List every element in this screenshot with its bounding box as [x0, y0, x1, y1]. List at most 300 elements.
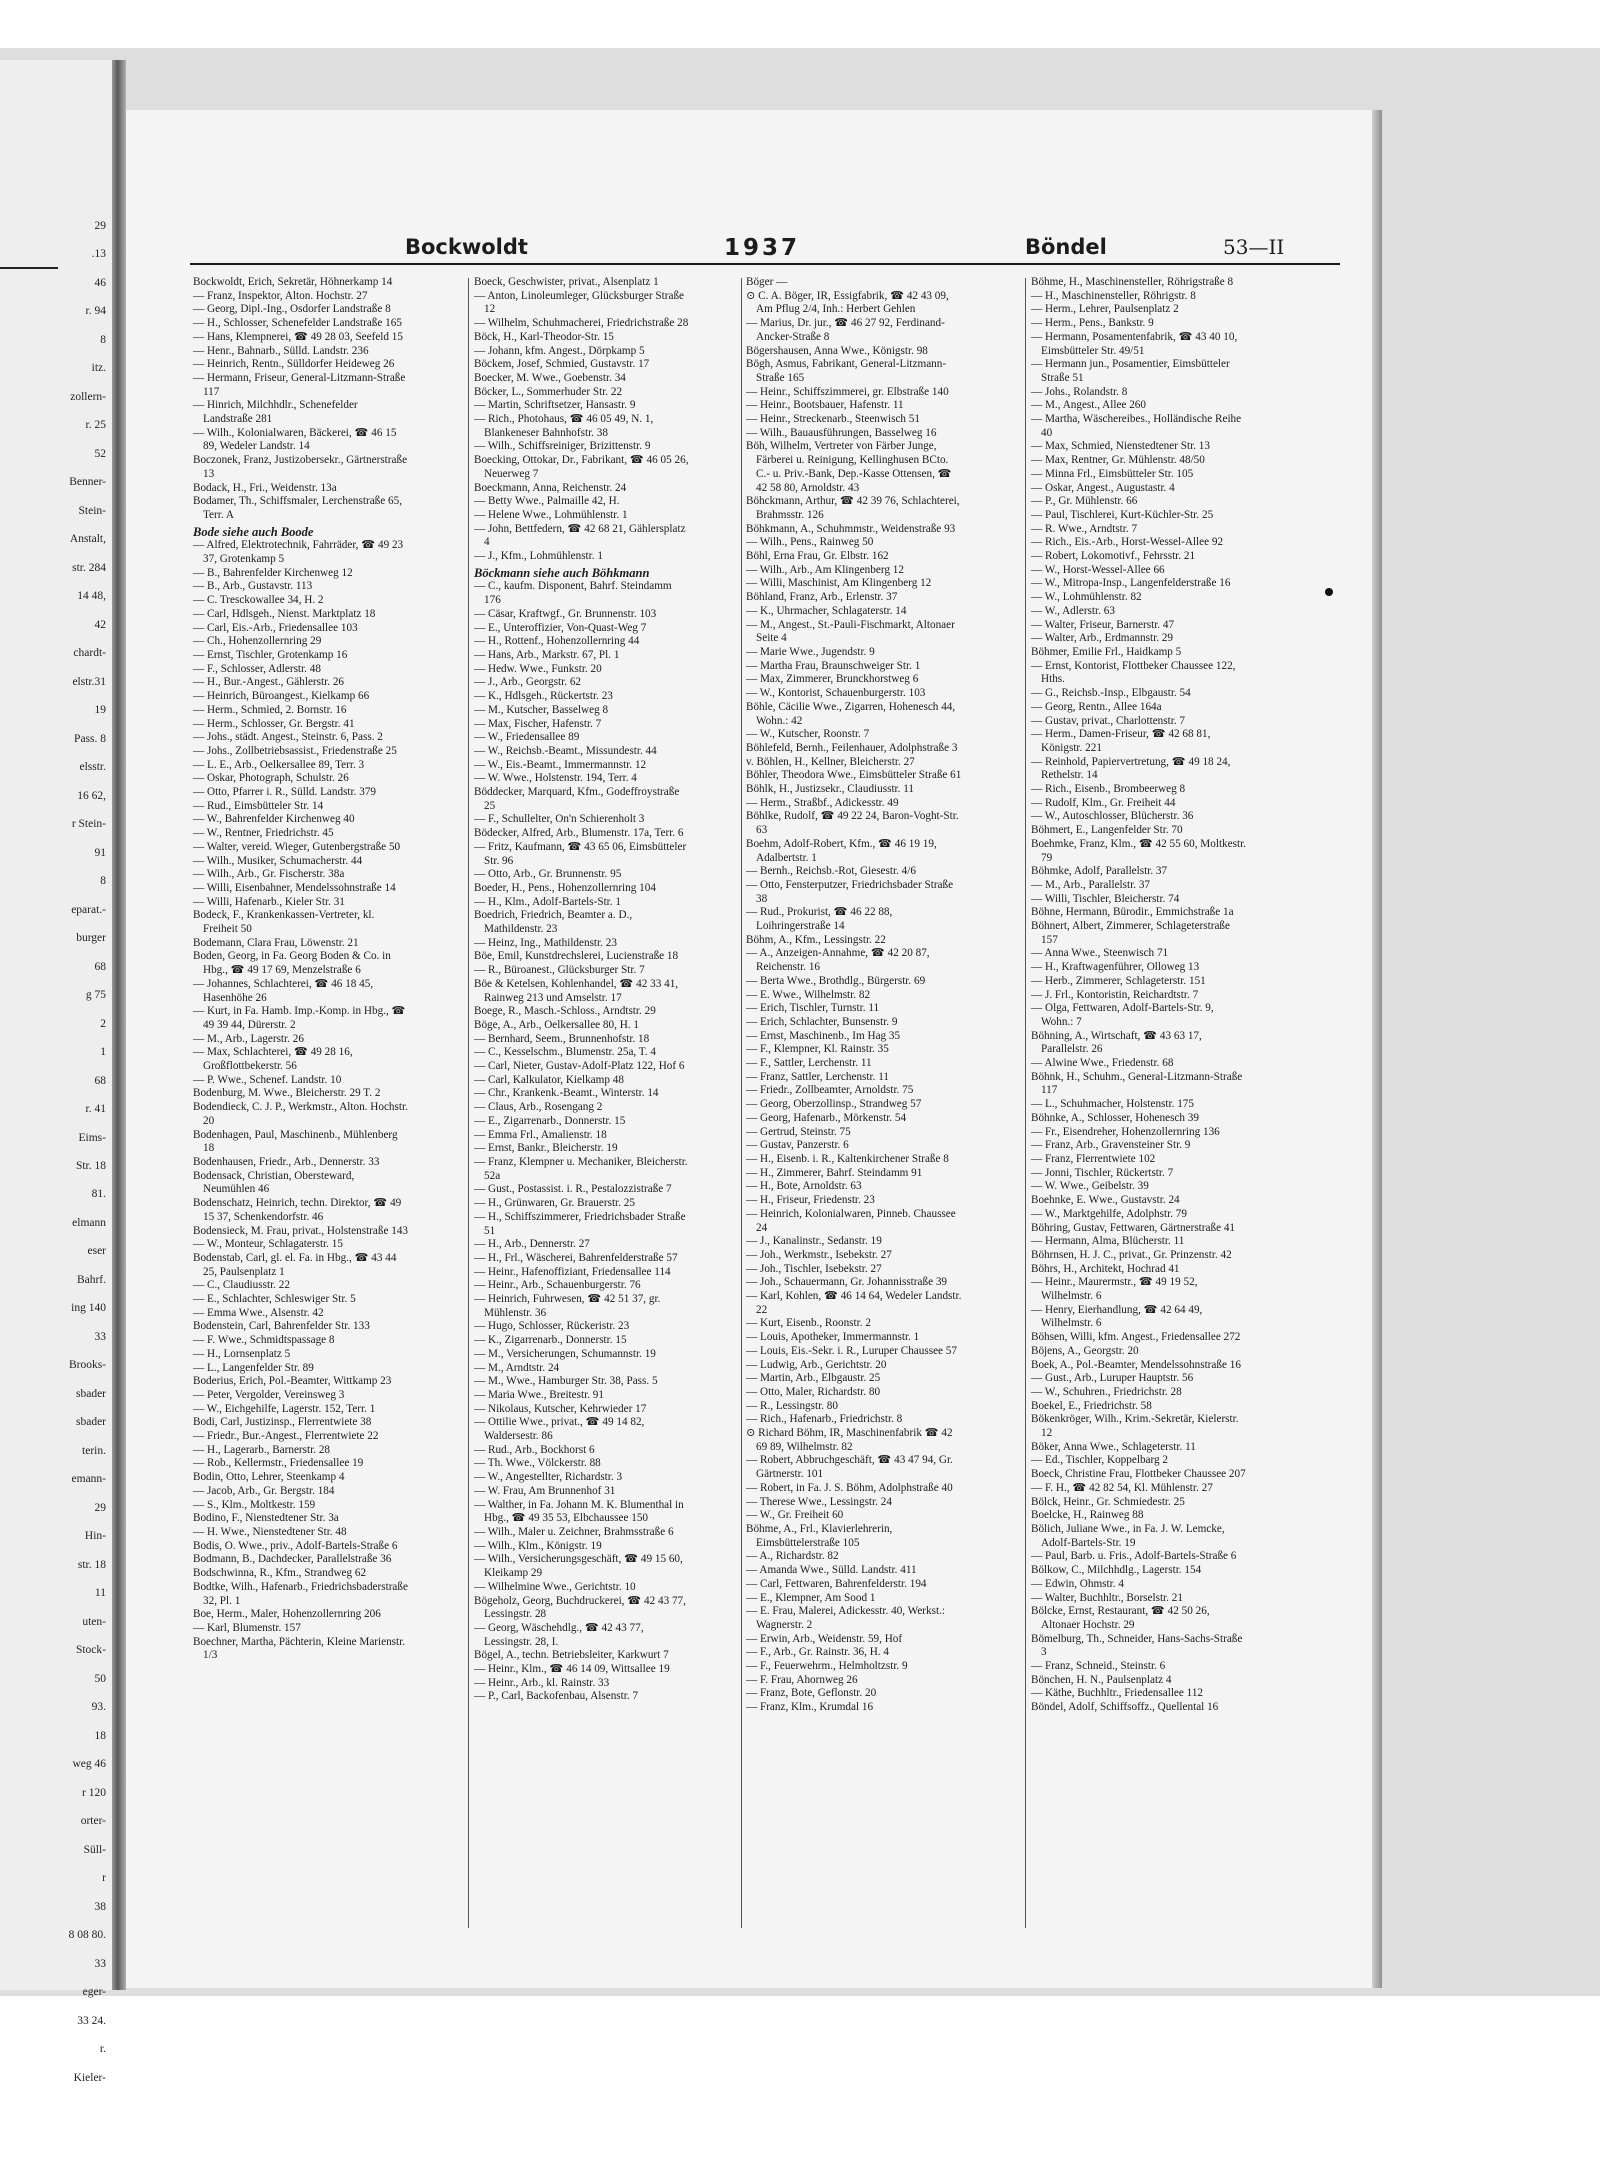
directory-entry: Böhmer, Emilie Frl., Haidkamp 5 [1031, 645, 1182, 658]
left-page-fragment: 11 [94, 1587, 106, 1600]
directory-entry: Bodenburg, M. Wwe., Bleicherstr. 29 T. 2 [193, 1087, 381, 1100]
left-page-fragment: Brooks- [68, 1359, 106, 1372]
left-page-fragment: elsstr. [79, 761, 106, 774]
directory-entry: Boecker, M. Wwe., Goebenstr. 34 [474, 371, 626, 384]
directory-entry: — Minna Frl., Eimsbütteler Str. 105 [1031, 467, 1194, 480]
directory-entry: Böge, A., Arb., Oelkersallee 80, H. 1 [474, 1018, 639, 1031]
left-page-fragment: r. 25 [85, 419, 106, 432]
left-page-fragment: 8 [100, 333, 106, 346]
directory-entry: — H., Friseur, Friedenstr. 23 [746, 1194, 875, 1207]
book-spine [112, 60, 126, 1990]
directory-entry: — W., Lohmühlenstr. 82 [1031, 591, 1142, 604]
directory-entry: — W. Wwe., Geibelstr. 39 [1031, 1180, 1149, 1193]
directory-entry: — C., Claudiusstr. 22 [193, 1279, 290, 1292]
directory-entry: — Johs., städt. Angest., Steinstr. 6, Pass. 2 [193, 731, 383, 744]
left-page-fragment: 93. [91, 1701, 106, 1714]
directory-entry: — H., Schiffszimmerer, Friedrichsbader Straße 51 [474, 1210, 686, 1237]
directory-entry: Boehnke, E. Wwe., Gustavstr. 24 [1031, 1194, 1180, 1207]
directory-entry: — Heinr., Hafenoffiziant, Friedensallee 114 [474, 1265, 671, 1278]
directory-entry: — J., Kfm., Lohmühlenstr. 1 [474, 550, 603, 563]
left-page-fragment: g 75 [85, 989, 106, 1002]
directory-entry: — Willi, Maschinist, Am Klingenberg 12 [746, 577, 932, 590]
directory-entry: Böckem, Josef, Schmied, Gustavstr. 17 [474, 358, 650, 371]
directory-entry: — Henry, Eierhandlung, ☎ 42 64 49, Wilhelmstr. 6 [1031, 1303, 1203, 1330]
directory-entry: — Hermann, Alma, Blücherstr. 11 [1031, 1235, 1185, 1248]
left-page-fragment: 38 [94, 1900, 106, 1913]
directory-entry: — Franz, Klm., Krumdal 16 [746, 1701, 874, 1714]
directory-entry: — F., Klempner, Kl. Rainstr. 35 [746, 1043, 889, 1056]
left-page-fragment: eger- [82, 1986, 106, 1999]
directory-entry: — Otto, Arb., Gr. Brunnenstr. 95 [474, 868, 622, 881]
directory-entry: — Erwin, Arb., Weidenstr. 59, Hof [746, 1632, 903, 1645]
directory-entry: Boeder, H., Pens., Hohenzollernring 104 [474, 881, 656, 894]
directory-entry: Böhrnsen, H. J. C., privat., Gr. Prinzenstr. 42 [1031, 1248, 1232, 1261]
left-page-fragment: 68 [94, 1074, 106, 1087]
directory-entry: Böhlefeld, Bernh., Feilenhauer, Adolphstraße 3 [746, 741, 958, 754]
directory-entry: Böcker, L., Sommerhuder Str. 22 [474, 385, 623, 398]
directory-entry: — Ernst, Tischler, Grotenkamp 16 [193, 648, 348, 661]
directory-entry: Bölck, Heinr., Gr. Schmiedestr. 25 [1031, 1495, 1185, 1508]
directory-entry: — Johs., Zollbetriebsassist., Friedenstraße 25 [193, 744, 397, 757]
directory-entry: — Anton, Linoleumleger, Glücksburger Straße 12 [474, 289, 684, 316]
directory-entry: — Heinr., Maurermstr., ☎ 49 19 52, Wilhelmstr. 6 [1031, 1276, 1198, 1303]
directory-entry: Boeckmann, Anna, Reichenstr. 24 [474, 481, 627, 494]
directory-entry: — Wilh., Klm., Königstr. 19 [474, 1539, 602, 1552]
left-page-fragment: 50 [94, 1672, 106, 1685]
directory-entry: — Oskar, Angest., Augustastr. 4 [1031, 481, 1175, 494]
directory-entry: — Heinr., Schiffszimmerei, gr. Elbstraße 140 [746, 385, 949, 398]
directory-entry: — Franz, Inspektor, Alton. Hochstr. 27 [193, 289, 368, 302]
directory-entry: — Hedw. Wwe., Funkstr. 20 [474, 662, 602, 675]
directory-entry: — H., Grünwaren, Gr. Brauerstr. 25 [474, 1197, 635, 1210]
directory-entry: — Heinr., Arb., Schauenburgerstr. 76 [474, 1279, 641, 1292]
directory-entry: Boderius, Erich, Pol.-Beamter, Wittkamp 23 [193, 1375, 392, 1388]
left-page-fragment: 42 [94, 618, 106, 631]
header-year: 1937 [724, 235, 801, 261]
page-right-edge [1372, 110, 1382, 1988]
directory-entry: — Gust., Arb., Luruper Hauptstr. 56 [1031, 1372, 1194, 1385]
directory-entry: — W., Rentner, Friedrichstr. 45 [193, 827, 334, 840]
left-page-fragment: Süll- [83, 1843, 106, 1856]
directory-entry: — Robert, Abbruchgeschäft, ☎ 43 47 94, Gr. Gärtnerstr. 101 [746, 1454, 953, 1481]
left-page-fragment: sbader [75, 1416, 106, 1429]
directory-entry: — Alwine Wwe., Friedenstr. 68 [1031, 1057, 1174, 1070]
directory-entry: — J., Arb., Georgstr. 62 [474, 676, 582, 689]
directory-entry: — Wilh., Arb., Gr. Fischerstr. 38a [193, 868, 345, 881]
directory-entry: — Carl, Kalkulator, Kielkamp 48 [474, 1073, 624, 1086]
left-page-edge [0, 60, 112, 2084]
directory-entry: — H., Bote, Arnoldstr. 63 [746, 1180, 862, 1193]
directory-entry: Böe, Emil, Kunstdrechslerei, Lucienstraße 18 [474, 950, 679, 963]
directory-entry: — Georg, Dipl.-Ing., Osdorfer Landstraße 8 [193, 303, 391, 316]
directory-entry: — Heinr., Arb., kl. Rainstr. 33 [474, 1676, 610, 1689]
directory-entry: Boelcke, H., Rainweg 88 [1031, 1509, 1144, 1522]
directory-entry: — Fritz, Kaufmann, ☎ 43 65 06, Eimsbütteler Str. 96 [474, 840, 687, 867]
directory-entry: — W., Bahrenfelder Kirchenweg 40 [193, 813, 355, 826]
directory-entry: Böhring, Gustav, Fettwaren, Gärtnerstraße 41 [1031, 1221, 1236, 1234]
directory-entry: — Reinhold, Papiervertretung, ☎ 49 18 24, Rethelstr. 14 [1031, 755, 1231, 782]
directory-entry: — Peter, Vergolder, Vereinsweg 3 [193, 1388, 345, 1401]
directory-entry: — Herm., Schmied, 2. Bornstr. 16 [193, 703, 347, 716]
directory-entry: — Willi, Eisenbahner, Mendelssohnstraße 14 [193, 881, 396, 894]
directory-entry: — Hugo, Schlosser, Rückeristr. 23 [474, 1320, 630, 1333]
directory-entry: — Marius, Dr. jur., ☎ 46 27 92, Ferdinand-Ancker-Straße 8 [746, 317, 945, 343]
directory-entry: — Carl, Fettwaren, Bahrenfelderstr. 194 [746, 1577, 927, 1590]
directory-entry: Böckmann siehe auch Böhkmann [474, 565, 650, 580]
directory-entry: — H. Wwe., Nienstedtener Str. 48 [193, 1525, 347, 1538]
directory-entry: Bögel, A., techn. Betriebsleiter, Karkwurt 7 [474, 1649, 669, 1662]
directory-entry: Böhlke, Rudolf, ☎ 49 22 24, Baron-Voght-Str. 63 [746, 810, 959, 837]
directory-entry: — M., Wwe., Hamburger Str. 38, Pass. 5 [474, 1375, 658, 1388]
directory-entry: — Kurt, Eisenb., Roonstr. 2 [746, 1317, 871, 1330]
left-page-fragment: 16 62, [77, 789, 106, 802]
directory-entry: — F., Arb., Gr. Rainstr. 36, H. 4 [746, 1646, 889, 1659]
left-page-fragment: Anstalt, [69, 533, 106, 546]
directory-entry: — Heinrich, Kolonialwaren, Pinneb. Chaussee 24 [746, 1207, 956, 1234]
directory-entry: — Willi, Tischler, Bleicherstr. 74 [1031, 892, 1180, 905]
directory-entry: Bodenstein, Carl, Bahrenfelder Str. 133 [193, 1320, 370, 1333]
directory-entry: Boehmke, Franz, Klm., ☎ 42 55 60, Moltkestr. 79 [1031, 837, 1246, 864]
directory-entry: — M., Versicherungen, Schumannstr. 19 [474, 1347, 656, 1360]
directory-entry: — Otto, Pfarrer i. R., Sülld. Landstr. 379 [193, 786, 377, 799]
directory-entry: — Heinr., Klm., ☎ 46 14 09, Wittsallee 19 [474, 1663, 670, 1676]
directory-entry: — H., Eisenb. i. R., Kaltenkirchener Straße 8 [746, 1153, 949, 1165]
directory-entry: — Ch., Hohenzollernring 29 [193, 635, 322, 648]
directory-entry: — Paul, Tischlerei, Kurt-Küchler-Str. 25 [1031, 508, 1214, 521]
directory-entry: — Herm., Damen-Friseur, ☎ 42 68 81, Königstr. 221 [1031, 728, 1211, 754]
directory-entry: — Rich., Eisenb., Brombeerweg 8 [1031, 783, 1186, 796]
left-page-fragment: 33 [94, 1957, 106, 1970]
directory-entry: — F., Schullelter, On'n Schierenholt 3 [474, 813, 645, 826]
left-page-fragment: Pass. 8 [74, 732, 106, 745]
left-page-fragment: 81. [91, 1188, 106, 1201]
directory-entry: — W., Kutscher, Roonstr. 7 [746, 728, 870, 741]
directory-entry: — M., Arb., Lagerstr. 26 [193, 1032, 304, 1045]
directory-entry: — Wilhelmine Wwe., Gerichtstr. 10 [474, 1580, 636, 1593]
directory-entry: — Franz, Bote, Geflonstr. 20 [746, 1687, 877, 1700]
left-page-fragment: r. 94 [85, 305, 106, 318]
directory-entry: — M., Angest., Allee 260 [1031, 399, 1146, 412]
directory-entry: — A., Richardstr. 82 [746, 1550, 839, 1563]
directory-entry: — H., Schlosser, Schenefelder Landstraße 165 [193, 317, 402, 330]
directory-entry: — Th. Wwe., Völckerstr. 88 [474, 1457, 601, 1470]
directory-entry: — Franz, Klempner u. Mechaniker, Bleicherstr. 52a [474, 1156, 688, 1182]
directory-entry: — Herb., Zimmerer, Schlageterstr. 151 [1031, 974, 1206, 987]
directory-entry: — M., Arndtstr. 24 [474, 1361, 560, 1374]
directory-entry: Böhland, Franz, Arb., Erlenstr. 37 [746, 591, 898, 604]
directory-entry: — J., Kanalinstr., Sedanstr. 19 [746, 1235, 882, 1248]
directory-entry: — Herm., Lehrer, Paulsenplatz 2 [1031, 303, 1179, 316]
directory-entry: Boedrich, Friedrich, Beamter a. D., Mathildenstr. 23 [474, 909, 633, 936]
directory-entry: — Käthe, Buchhltr., Friedensallee 112 [1031, 1687, 1204, 1700]
directory-entry: — E., Schlachter, Schleswiger Str. 5 [193, 1293, 356, 1306]
column-divider [741, 278, 742, 1928]
directory-entry: — H., Bur.-Angest., Gählerstr. 26 [193, 676, 345, 689]
directory-entry: — E. Wwe., Wilhelmstr. 82 [746, 988, 871, 1001]
directory-entry: — Jacob, Arb., Gr. Bergstr. 184 [193, 1484, 335, 1497]
directory-entry: — Gust., Postassist. i. R., Pestalozzistraße 7 [474, 1183, 672, 1196]
left-page-fragment: sbader [75, 1387, 106, 1400]
directory-entry: — Georg, Rentn., Allee 164a [1031, 700, 1162, 713]
directory-entry: Böhme, H., Maschinensteller, Röhrigstraße 8 [1031, 276, 1234, 288]
directory-entry: — Georg, Hafenarb., Mörkenstr. 54 [746, 1111, 907, 1124]
left-page-fragment: str. 284 [72, 561, 106, 574]
directory-entry: Bode siehe auch Boode [193, 524, 314, 539]
directory-entry: Boczonek, Franz, Justizobersekr., Gärtnerstraße 13 [193, 454, 408, 480]
directory-entry: Bögershausen, Anna Wwe., Königstr. 98 [746, 344, 928, 357]
directory-entry: — Ernst, Bankr., Bleicherstr. 19 [474, 1142, 618, 1155]
directory-entry: — Wilh., Kolonialwaren, Bäckerei, ☎ 46 15 89, Wedeler Landstr. 14 [193, 426, 397, 453]
directory-entry: Bömelburg, Th., Schneider, Hans-Sachs-Straße 3 [1031, 1632, 1243, 1659]
directory-entry: — Joh., Schauermann, Gr. Johannisstraße 39 [746, 1276, 948, 1289]
directory-entry: — Chr., Krankenk.-Beamt., Winterstr. 14 [474, 1087, 659, 1100]
directory-entry: — W., Gr. Freiheit 60 [746, 1509, 844, 1522]
directory-entry: — W., Eis.-Beamt., Immermannstr. 12 [474, 758, 647, 771]
directory-entry: — Franz, Flerrentwiete 102 [1031, 1153, 1156, 1165]
directory-entry: Boekel, E., Friedrichstr. 58 [1031, 1399, 1152, 1412]
left-page-fragment: r [102, 1872, 106, 1885]
directory-entry: — R., Lessingstr. 80 [746, 1399, 838, 1412]
directory-entry: — Karl, Blumenstr. 157 [193, 1621, 301, 1634]
directory-entry: Böndel, Adolf, Schiffsoffz., Quellental 16 [1031, 1701, 1219, 1714]
directory-entry: — Max, Schlachterei, ☎ 49 28 16, Großflottbekerstr. 56 [193, 1046, 353, 1073]
directory-entry: — Erich, Tischler, Turnstr. 11 [746, 1002, 880, 1015]
header-first-name: Bockwoldt [405, 235, 528, 259]
directory-entry: — C., kaufm. Disponent, Bahrf. Steindamm 176 [474, 580, 672, 607]
directory-entry: — H., Lagerarb., Barnerstr. 28 [193, 1443, 331, 1456]
directory-entry: Bödecker, Alfred, Arb., Blumenstr. 17a, Terr. 6 [474, 827, 684, 840]
directory-entry: — Friedr., Bur.-Angest., Flerrentwiete 22 [193, 1430, 379, 1443]
left-page-fragment: 29 [94, 1501, 106, 1514]
directory-entry: — Walter, vereid. Wieger, Gutenbergstraße 50 [193, 840, 401, 853]
left-page-fragment: burger [76, 932, 106, 945]
directory-entry: — K., Zigarrenarb., Donnerstr. 15 [474, 1334, 627, 1347]
left-page-fragment: itz. [91, 362, 106, 375]
directory-entry: — B., Arb., Gustavstr. 113 [193, 580, 313, 593]
directory-entry: Böhne, Hermann, Bürodir., Emmichstraße 1a [1031, 906, 1234, 919]
directory-entry: — Louis, Apotheker, Immermannstr. 1 [746, 1331, 920, 1344]
directory-entry: — K., Uhrmacher, Schlagaterstr. 14 [746, 604, 907, 617]
directory-entry: — Maria Wwe., Breitestr. 91 [474, 1388, 604, 1401]
directory-entry: Böe & Ketelsen, Kohlenhandel, ☎ 42 33 41, Rainweg 213 und Amselstr. 17 [474, 977, 679, 1004]
directory-entry: — F., Schlosser, Adlerstr. 48 [193, 662, 321, 675]
bullet-mark [1325, 588, 1333, 596]
directory-entry: — Rich., Hafenarb., Friedrichstr. 8 [746, 1413, 903, 1426]
directory-entry: — P. Wwe., Schenef. Landstr. 10 [193, 1073, 342, 1086]
directory-entry: Bodemann, Clara Frau, Löwenstr. 21 [193, 936, 359, 949]
directory-entry: — Rud., Eimsbütteler Str. 14 [193, 799, 324, 812]
directory-entry: — Heinr., Bootsbauer, Hafenstr. 11 [746, 399, 904, 412]
directory-entry: — Georg, Wäschehdlg., ☎ 42 43 77, Lessingstr. 28, I. [474, 1621, 644, 1648]
directory-column [746, 276, 962, 1715]
left-page-fragment: Kieler- [73, 2071, 106, 2084]
directory-entry: — Max, Schmied, Nienstedtener Str. 13 [1031, 440, 1210, 453]
directory-entry: — L., Langenfelder Str. 89 [193, 1361, 314, 1374]
column-divider [1025, 278, 1026, 1928]
directory-entry: — W., Friedensallee 89 [474, 731, 580, 744]
left-page-fragment: Bahrf. [76, 1273, 106, 1286]
directory-entry: Boechner, Martha, Pächterin, Kleine Marienstr. 1/3 [193, 1635, 406, 1662]
directory-entry: Bodino, F., Nienstedtener Str. 3a [193, 1512, 339, 1525]
directory-entry: — W., Adlerstr. 63 [1031, 604, 1115, 617]
directory-entry: Bodenschatz, Heinrich, techn. Direktor, ☎ 49 15 37, Schenkendorfstr. 46 [193, 1197, 402, 1223]
directory-entry: Bodschwinna, R., Kfm., Strandweg 62 [193, 1567, 367, 1580]
directory-entry: — Hermann, Friseur, General-Litzmann-Straße 117 [193, 371, 406, 398]
directory-entry: — Claus, Arb., Rosengang 2 [474, 1101, 603, 1114]
directory-entry: ⊙ C. A. Böger, IR, Essigfabrik, ☎ 42 43 09, Am Pflug 2/4, Inh.: Herbert Gehlen [746, 289, 949, 316]
directory-entry: — Carl, Nieter, Gustav-Adolf-Platz 122, Hof 6 [474, 1060, 685, 1073]
directory-entry: — Rud., Prokurist, ☎ 46 22 88, Loihringerstraße 14 [746, 906, 893, 933]
directory-entry: — Max, Fischer, Hafenstr. 7 [474, 717, 602, 730]
directory-entry: — Walther, in Fa. Johann M. K. Blumenthal in Hbg., ☎ 49 35 53, Elbchaussee 150 [474, 1498, 684, 1525]
directory-entry: — Martin, Schriftsetzer, Hansastr. 9 [474, 399, 636, 412]
left-page-fragment: zollern- [70, 390, 106, 403]
directory-entry: — Heinr., Streckenarb., Steenwisch 51 [746, 413, 920, 426]
directory-entry: — C. Tresckowallee 34, H. 2 [193, 594, 324, 607]
directory-entry: — Marie Wwe., Jugendstr. 9 [746, 645, 875, 658]
header-last-name: Böndel [1025, 235, 1107, 259]
column-divider [468, 278, 469, 1928]
directory-entry: Böhkmann, A., Schuhmmstr., Weidenstraße 93 [746, 522, 956, 535]
directory-entry: — Berta Wwe., Brothdlg., Bürgerstr. 69 [746, 974, 926, 987]
directory-entry: Bodtke, Wilh., Hafenarb., Friedrichsbaderstraße 32, Pl. 1 [193, 1580, 408, 1607]
directory-entry: — Martin, Arb., Elbgaustr. 25 [746, 1372, 881, 1385]
directory-entry: — Herm., Pens., Bankstr. 9 [1031, 317, 1154, 330]
left-page-fragment: eser [87, 1245, 106, 1258]
directory-entry: — W., Kontorist, Schauenburgerstr. 103 [746, 687, 926, 700]
directory-entry: — Herm., Straßbf., Adickesstr. 49 [746, 796, 899, 809]
directory-entry: — H., Klm., Adolf-Bartels-Str. 1 [474, 895, 621, 908]
directory-entry: Böhm, A., Kfm., Lessingstr. 22 [746, 933, 886, 946]
directory-entry: Bodenhagen, Paul, Maschinenb., Mühlenberg 18 [193, 1128, 398, 1155]
directory-entry: — L., Schuhmacher, Holstenstr. 175 [1031, 1098, 1194, 1111]
directory-entry: — Martha, Wäschereibes., Holländische Reihe 40 [1031, 413, 1242, 439]
directory-entry: — Joh., Tischler, Isebekstr. 27 [746, 1262, 882, 1275]
left-page-fragment: 1 [100, 1046, 106, 1059]
directory-entry: — W. Frau, Am Brunnenhof 31 [474, 1484, 616, 1497]
directory-entry: — Therese Wwe., Lessingstr. 24 [746, 1495, 892, 1508]
directory-entry: — Johs., Rolandstr. 8 [1031, 385, 1128, 398]
directory-entry: Böker, Anna Wwe., Schlageterstr. 11 [1031, 1440, 1196, 1453]
directory-entry: — Max, Rentner, Gr. Mühlenstr. 48/50 [1031, 454, 1205, 467]
directory-entry: — Paul, Barb. u. Fris., Adolf-Bartels-Straße 6 [1031, 1550, 1237, 1563]
directory-entry: Böger — [746, 276, 788, 288]
directory-entry: — R. Wwe., Arndtstr. 7 [1031, 522, 1138, 535]
left-page-fragment: str. 18 [77, 1558, 106, 1571]
directory-entry: — H., Arb., Dennerstr. 27 [474, 1238, 590, 1251]
left-page-fragment: r. [99, 2043, 106, 2056]
directory-entry: — Gertrud, Steinstr. 75 [746, 1125, 851, 1138]
directory-entry: — Helene Wwe., Lohmühlenstr. 1 [474, 508, 628, 521]
left-page-fragment: 8 08 80. [68, 1929, 106, 1942]
directory-entry: Böhle, Cäcilie Wwe., Zigarren, Hohenesch 44, Wohn.: 42 [746, 700, 956, 727]
left-page-fragment: 19 [94, 704, 106, 717]
directory-entry: — Gustav, Panzerstr. 6 [746, 1139, 849, 1152]
directory-entry: Böh, Wilhelm, Vertreter von Färber Junge, Färberei u. Reinigung, Kellinghusen BCto. C.- u. Priv.-Bank, Dep.-Kasse Ottensen, ☎ 42 58 80, Arnoldstr. 43 [746, 440, 952, 494]
directory-entry: — Walter, Arb., Erdmannstr. 29 [1031, 632, 1173, 645]
directory-entry: — Georg, Oberzollinsp., Strandweg 57 [746, 1098, 922, 1111]
directory-entry: — Wilh., Pens., Rainweg 50 [746, 536, 874, 549]
directory-entry: Bodis, O. Wwe., priv., Adolf-Bartels-Straße 6 [193, 1539, 398, 1552]
directory-entry: Boege, R., Masch.-Schloss., Arndtstr. 29 [474, 1005, 656, 1018]
directory-entry: — Rud., Arb., Bockhorst 6 [474, 1443, 595, 1456]
directory-entry: — Anna Wwe., Steenwisch 71 [1031, 947, 1169, 960]
directory-entry: — W., Eichgehilfe, Lagerstr. 152, Terr. 1 [193, 1402, 376, 1415]
left-page-fragment: 33 24. [77, 2014, 106, 2027]
directory-entry: — B., Bahrenfelder Kirchenweg 12 [193, 566, 353, 579]
directory-entry: — Ed., Tischler, Koppelbarg 2 [1031, 1454, 1169, 1467]
directory-entry: — Heinrich, Büroangest., Kielkamp 66 [193, 690, 370, 703]
directory-entry: Bodenhausen, Friedr., Arb., Dennerstr. 33 [193, 1156, 380, 1168]
directory-entry: — F. H., ☎ 42 82 54, Kl. Mühlenstr. 27 [1031, 1481, 1213, 1494]
directory-entry: v. Böhlen, H., Kellner, Bleicherstr. 27 [746, 755, 915, 768]
directory-entry: — J. Frl., Kontoristin, Reichardtstr. 7 [1031, 988, 1199, 1001]
directory-entry: — Carl, Hdlsgeh., Nienst. Marktplatz 18 [193, 607, 376, 620]
directory-entry: — Franz, Schneid., Steinstr. 6 [1031, 1660, 1166, 1673]
left-page-fragment: Eims- [78, 1131, 106, 1144]
left-page-fragment: elmann [72, 1216, 106, 1229]
directory-entry: Bodendieck, C. J. P., Werkmstr., Alton. Hochstr. 20 [193, 1101, 408, 1127]
directory-column [474, 276, 690, 1704]
directory-entry: — Rich., Photohaus, ☎ 46 05 49, N. 1, Blankeneser Bahnhofstr. 38 [474, 413, 654, 439]
directory-entry: — F. Wwe., Schmidtspassage 8 [193, 1334, 335, 1347]
directory-entry: — Ludwig, Arb., Gerichtstr. 20 [746, 1358, 887, 1371]
directory-entry: Böhning, A., Wirtschaft, ☎ 43 63 17, Parallelstr. 26 [1031, 1029, 1202, 1056]
directory-entry: — Emma Wwe., Alsenstr. 42 [193, 1306, 324, 1319]
left-page-fragment: 14 48, [77, 590, 106, 603]
directory-entry: — Edwin, Ohmstr. 4 [1031, 1577, 1124, 1590]
directory-entry: — G., Reichsb.-Insp., Elbgaustr. 54 [1031, 687, 1191, 700]
directory-entry: — Otto, Maler, Richardstr. 80 [746, 1385, 881, 1398]
directory-entry: — F., Sattler, Lerchenstr. 11 [746, 1057, 872, 1070]
directory-entry: — Bernh., Reichsb.-Rot, Giesestr. 4/6 [746, 865, 916, 878]
directory-entry: Bodmann, B., Dachdecker, Parallelstraße 36 [193, 1553, 392, 1566]
directory-entry: Böhlk, H., Justizsekr., Claudiusstr. 11 [746, 783, 915, 796]
directory-entry: Böck, H., Karl-Theodor-Str. 15 [474, 330, 614, 343]
directory-entry: Bodack, H., Fri., Weidenstr. 13a [193, 481, 337, 494]
directory-entry: — E., Zigarrenarb., Donnerstr. 15 [474, 1114, 626, 1127]
directory-entry: — A., Anzeigen-Annahme, ☎ 42 20 87, Reichenstr. 16 [746, 947, 930, 974]
directory-entry: Böhnert, Albert, Zimmerer, Schlageterstraße 157 [1031, 920, 1230, 946]
directory-entry: — Alfred, Elektrotechnik, Fahrräder, ☎ 49 23 37, Grotenkamp 5 [193, 539, 404, 566]
left-page-fragment: uten- [82, 1615, 106, 1628]
left-page-fragment: Hin- [84, 1530, 106, 1543]
directory-entry: Bönchen, H. N., Paulsenplatz 4 [1031, 1673, 1172, 1686]
directory-entry: — H., Zimmerer, Bahrf. Steindamm 91 [746, 1166, 923, 1179]
directory-entry: Böddecker, Marquard, Kfm., Godeffroystraße 25 [474, 786, 680, 812]
directory-entry: — Ernst, Kontorist, Flottbeker Chaussee 122, Hths. [1031, 659, 1236, 686]
directory-entry: — Fr., Eisendreher, Hohenzollernring 136 [1031, 1125, 1220, 1138]
directory-entry: Böhmert, E., Langenfelder Str. 70 [1031, 824, 1183, 837]
directory-entry: — Wilh., Versicherungsgeschäft, ☎ 49 15 60, Kleikamp 29 [474, 1553, 683, 1580]
directory-entry: — F., Feuerwehrm., Helmholtzstr. 9 [746, 1660, 908, 1673]
directory-entry: — Karl, Kohlen, ☎ 46 14 64, Wedeler Landstr. 22 [746, 1290, 962, 1316]
directory-entry: — Robert, in Fa. J. S. Böhm, Adolphstraße 40 [746, 1481, 953, 1494]
directory-entry: — Nikolaus, Kutscher, Kehrwieder 17 [474, 1402, 647, 1415]
left-page-fragment: ing 140 [71, 1302, 106, 1315]
directory-entry: — Joh., Werkmstr., Isebekstr. 27 [746, 1248, 892, 1261]
directory-entry: — Hinrich, Milchhdlr., Schenefelder Landstraße 281 [193, 399, 358, 426]
directory-entry: Bodeck, F., Krankenkassen-Vertreter, kl. Freiheit 50 [193, 909, 375, 936]
directory-entry: — Betty Wwe., Palmaille 42, H. [474, 495, 620, 508]
left-page-fragment: r 120 [82, 1786, 106, 1799]
directory-entry: — Cäsar, Kraftwgf., Gr. Brunnenstr. 103 [474, 607, 657, 620]
directory-entry: — Herm., Schlosser, Gr. Bergstr. 41 [193, 717, 355, 730]
directory-entry: — Gustav, privat., Charlottenstr. 7 [1031, 714, 1186, 727]
directory-entry: — Wilh., Maler u. Zeichner, Brahmsstraße 6 [474, 1525, 674, 1538]
left-page-fragment: weg 46 [72, 1758, 106, 1771]
directory-entry: — Henr., Bahnarb., Sülld. Landstr. 236 [193, 344, 369, 357]
